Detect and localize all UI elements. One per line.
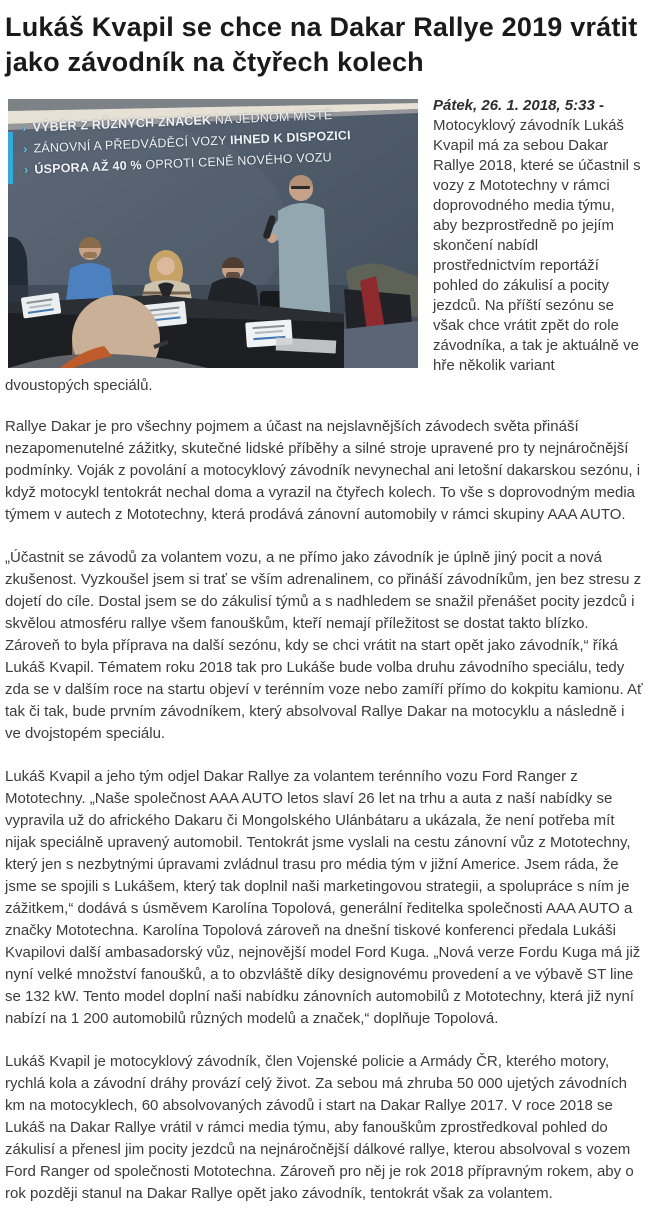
glasses — [291, 186, 310, 189]
chevron-bullet-icon: › — [22, 120, 27, 135]
dateline: Pátek, 26. 1. 2018, 5:33 - — [433, 97, 604, 114]
slide-bullet-line: › ZÁNOVNÍ A PŘEDVÁDĚCÍ VOZY IHNED K DISPOZICI — [22, 128, 352, 156]
slide-bullet-line: › ÚSPORA AŽ 40 % OPROTI CENĚ NOVÉHO VOZU — [23, 150, 333, 177]
slide-bullet-line: › VÝBĚR Z RŮZNÝCH ZNAČEK NA JEDNOM MÍSTĚ — [22, 108, 333, 135]
press-conference-photo — [8, 99, 418, 368]
article-body — [5, 96, 643, 1205]
paragraph-bio: Lukáš Kvapil je motocyklový závodník, člen Vojenské policie a Armády ČR, kterého motory, rychlá kola a závodní dráhy provází celý život. Za sebou má zhruba 50 000 ujetých závodních km na motocyklech, 60 absolvovaných závodů i start na Dakar Rallye 2017. V roce 2018 se Lukáš na Dakar Rallye vrátil v rámci media týmu, aby fanouškům zprostředkoval pohled do zákulisí a přenesl jim pocity jezdců na nejnáročnější dálkové rallye, kterou absolvoval s vozem Ford Ranger od společnosti Mototechna. Zároveň pro něj je rok 2018 přípravným rokem, aby o rok později stanul na Dakar Rallye opět jako závodník, tentokrát však za volantem. — [5, 1053, 634, 1202]
paragraph-kvapil-quote: „Účastnit se závodů za volantem vozu, a ne přímo jako závodník je úplně jiný pocit a nová zkušenost. Vyzkoušel jsem si trať se vším adrenalinem, co přináší závodníkům, jen bez stresu z dojetí do cíle. Dostal jsem se do zákulisí týmů a s nadhledem se snažil přenášet pocity jezdců i skvělou atmosféru rallye všem fanouškům, kteří nemají příležitost se dostat takto blízko. Zároveň to byla příprava na další sezónu, kdy se chci vrátit na start opět jako závodník,“ říká Lukáš Kvapil. Tématem roku 2018 tak pro Lukáše bude volba druhu závodního speciálu, tedy zda se v dalším roce na startu objeví v terénním voze nebo zamíří přímo do kokpitu kamionu. Ať tak či tak, bude prvním závodníkem, který absolvoval Rallye Dakar na motocyklu a následně i ve dvojstopém speciálu. — [5, 549, 643, 742]
chevron-bullet-icon: › — [22, 141, 28, 156]
paragraph-topolova-quote: Lukáš Kvapil a jeho tým odjel Dakar Rallye za volantem terénního vozu Ford Ranger z Mototechny. „Naše společnost AAA AUTO letos slaví 26 let na trhu a auta z naší nabídky se vypravila už do afrického Dakaru či Mongolského Ulánbátaru a ukázala, že není potřeba mít nijak speciálně upravený automobil. Tentokrát jsme vyslali na cestu zánovní vůz z Mototechny, který jen s nezbytnými úpravami zvládnul trasu pro média tým v jižní Americe. Jsem ráda, že jsme se spojili s Lukášem, který tak doplnil naši marketingovou strategii, a spolupráce s ním je zážitkem,“ dodává s úsměvem Karolína Topolová, generální ředitelka společnosti AAA AUTO a značky Mototechna. Karolína Topolová zároveň na dnešní tiskové konferenci předala Lukáši Kvapilovi další ambasadorský vůz, nejnovější model Ford Kuga. „Nová verze Fordu Kuga má již nyní velké množství fanoušků, a to obzvláště díky designovému provedení a ve výbavě ST line se 132 kW. Tento model doplní naši nabídku zánovních automobilů z Mototechny, která již nyní nabízí na 1 200 automobilů různých modelů a značek,“ doplňuje Topolová. — [5, 768, 641, 1027]
lead-text: Motocyklový závodník Lukáš Kvapil má za sebou Dakar Rallye 2018, které se účastnil s vozy z Mototechny v rámci doprovodného media týmu, aby bezprostředně po jejím skončení nabídl prostřednictvím reportáží pohled do zákulisí a pocity jezdců. Na příští sezónu se však chce vrátit zpět do role závodníka, a tak je aktuálně ve hře několik variant dvoustopých speciálů. — [5, 117, 641, 394]
paragraph-intro: Rallye Dakar je pro všechny pojmem a účast na nejslavnějších závodech světa přináší nezapomenutelné zážitky, skutečné lidské příběhy a silné stroje upravené pro ty nejnáročnější podmínky. Voják z povolání a motocyklový závodník nevynechal ani letošní dakarskou sezónu, i když motocykl tentokrát nechal doma a vyrazil na čtyřech kolech. To vše s doprovodným media týmem v autech z Mototechny, která prodává zánovní automobily v rámci skupiny AAA AUTO. — [5, 418, 641, 523]
article-title: Lukáš Kvapil se chce na Dakar Rallye 2019 vrátit jako závodník na čtyřech kolech — [5, 12, 638, 77]
slide-accent-bar — [8, 132, 13, 184]
chevron-bullet-icon: › — [23, 162, 29, 177]
